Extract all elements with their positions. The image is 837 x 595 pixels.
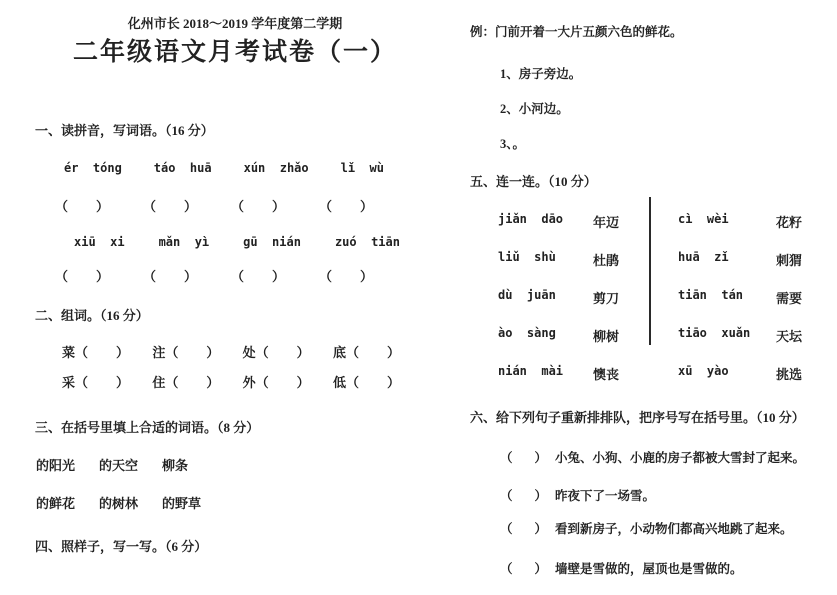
word-building-row-2 [62,372,400,391]
pinyin-word: nián mài [498,364,564,378]
paren-close: ） [184,199,198,214]
section2-heading: 二、组词。（16 分） [35,308,149,323]
paren-close: ） [184,269,198,284]
given-character: 住 [152,375,166,390]
reorder-sentence [500,519,793,537]
paren-close: ） [386,375,400,390]
pinyin-word: xiū xi [74,235,125,249]
paren-open: （ [230,199,244,214]
answer-blank [143,266,197,285]
given-character: 外 [242,375,256,390]
matching-row [498,250,837,288]
match-word: 懊丧 [593,367,620,382]
paren-open: （ [165,375,179,390]
matching-row [498,288,837,326]
matching-row [498,326,837,364]
paren-open: （ [255,345,269,360]
answer-blank [143,196,197,215]
reorder-sentence [500,559,743,577]
pinyin-word: dù juān [498,288,556,302]
match-word: 需要 [776,291,803,306]
sentence-text: 小兔、小狗、小鹿的房子都被大雪封了起来。 [555,451,806,465]
pinyin-word: gū nián [243,235,301,249]
example-sentence: 例：门前开着一大片五颜六色的鲜花。 [470,25,683,39]
paren-open: （ [500,522,513,536]
section5-heading: 五、连一连。（10 分） [470,174,597,189]
answer-blank [319,266,373,285]
paren-open: （ [165,345,179,360]
match-word: 剪刀 [593,291,620,306]
word-building-row-1 [62,342,400,361]
paren-close: ） [534,522,548,536]
example-item: 2、小河边。 [500,102,569,116]
fill-words-row-2 [36,493,201,512]
given-character: 菜 [62,345,76,360]
fill-word: 的野草 [162,496,202,511]
word-building-item [152,342,219,361]
pinyin-word: ào sàng [498,326,556,340]
paren-close: ） [359,199,373,214]
paren-open: （ [345,345,359,360]
given-character: 底 [332,345,346,360]
paren-open: （ [255,375,269,390]
paren-open: （ [500,489,513,503]
word-building-item [243,342,310,361]
pinyin-word: xún zhǎo [243,161,309,175]
paren-close: ） [271,269,285,284]
given-character: 低 [332,375,346,390]
match-word: 柳树 [593,329,620,344]
word-building-item [62,342,129,361]
paren-open: （ [75,375,89,390]
sentence-text: 墙壁是雪做的，屋顶也是雪做的。 [555,562,743,576]
given-character: 采 [62,375,76,390]
answer-blank-row-1 [55,196,373,215]
pinyin-word: ér tóng [64,161,122,175]
reorder-sentence [500,448,805,466]
section1-heading: 一、读拼音，写词语。（16 分） [35,123,214,138]
sentence-text: 看到新房子，小动物们都高兴地跳了起来。 [555,522,793,536]
paren-open: （ [55,199,69,214]
fill-word: 的阳光 [36,458,76,473]
fill-word: 的鲜花 [36,496,76,511]
pinyin-word: tiāo xuǎn [678,326,751,340]
match-word: 天坛 [776,329,803,344]
answer-blank [231,196,285,215]
school-term-line: 化州市长 2018～2019 学年度第二学期 [127,16,343,31]
example-item: 1、房子旁边。 [500,67,582,81]
section6-heading: 六、给下列句子重新排排队，把序号写在括号里。（10 分） [470,410,805,425]
pinyin-word: mǎn yì [158,235,210,249]
paren-close: ） [206,345,220,360]
word-building-item [333,342,400,361]
paren-open: （ [318,269,332,284]
matching-row [498,364,837,402]
paren-close: ） [534,489,548,503]
paren-close: ） [359,269,373,284]
paren-open: （ [500,451,513,465]
sentence-text: 昨夜下了一场雪。 [555,489,656,503]
pinyin-row-1 [64,161,384,175]
word-building-item [243,372,310,391]
fill-words-row-1 [36,455,188,474]
paren-open: （ [142,269,156,284]
section3-heading: 三、在括号里填上合适的词语。（8 分） [35,420,260,435]
word-building-item [152,372,219,391]
paren-close: ） [296,375,310,390]
pinyin-word: lǐ wù [340,161,384,175]
paren-close: ） [271,199,285,214]
pinyin-word: táo huā [153,161,212,175]
paren-open: （ [55,269,69,284]
paren-open: （ [230,269,244,284]
paren-close: ） [534,562,548,576]
pinyin-word: tiān tán [678,288,744,302]
paren-open: （ [142,199,156,214]
paren-open: （ [318,199,332,214]
matching-exercise [498,212,837,402]
page-title: 二年级语文月考试卷（一） [72,39,397,66]
fill-word: 柳条 [162,458,189,473]
paren-close: ） [96,199,110,214]
pinyin-word: jiǎn dāo [498,212,564,226]
fill-word: 的天空 [99,458,139,473]
reorder-sentence [500,486,655,504]
word-building-item [62,372,129,391]
paren-open: （ [500,562,513,576]
section4-heading: 四、照样子，写一写。（6 分） [35,539,208,554]
pinyin-word: cì wèi [678,212,729,226]
column-divider-line [649,197,651,345]
given-character: 注 [152,345,166,360]
pinyin-word: huā zǐ [678,250,729,264]
match-word: 刺猬 [776,253,803,268]
fill-word: 的树林 [99,496,139,511]
match-word: 年迈 [593,215,620,230]
match-word: 挑选 [776,367,803,382]
answer-blank [319,196,373,215]
word-building-item [333,372,400,391]
pinyin-row-2 [74,235,400,249]
paren-close: ） [296,345,310,360]
answer-blank [231,266,285,285]
matching-row [498,212,837,250]
paren-open: （ [75,345,89,360]
paren-close: ） [116,345,130,360]
paren-close: ） [116,375,130,390]
paren-open: （ [345,375,359,390]
answer-blank [55,196,109,215]
example-item: 3、。 [500,137,526,151]
paren-close: ） [206,375,220,390]
answer-blank [55,266,109,285]
given-character: 处 [242,345,256,360]
match-word: 杜鹃 [593,253,620,268]
paren-close: ） [96,269,110,284]
match-word: 花籽 [776,215,803,230]
pinyin-word: zuó tiān [334,235,400,249]
answer-blank-row-2 [55,266,373,285]
paren-close: ） [534,451,548,465]
pinyin-word: liǔ shù [498,250,556,264]
paren-close: ） [386,345,400,360]
pinyin-word: xū yào [678,364,729,378]
